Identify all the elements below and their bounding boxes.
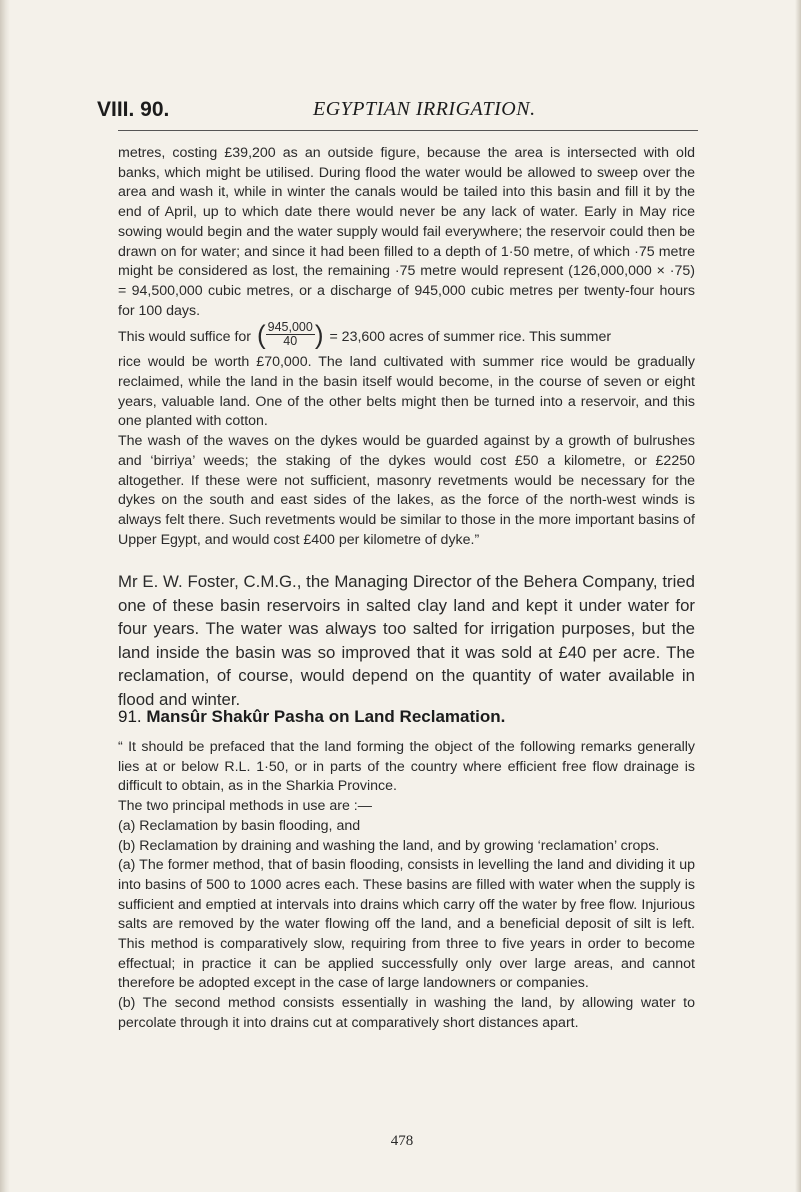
fraction-line	[118, 319, 695, 351]
paragraph: The wash of the waves on the dykes would be guarded against by a growth of bulrushes and ‘birriya’ weeds; the staking of the dykes would cost £50 a kilometre, or £2250 altogether. If these were not sufficient, masonry revetments would be necessary for the dykes on the south and east sides of the lakes, as the force of the north-west winds is always felt there. Such revetments would be similar to those in the more important basins of Upper Egypt, and would cost £400 per kilometre of dyke.”	[118, 433, 695, 548]
list-item: (a) Reclamation by basin flooding, and	[118, 817, 361, 834]
section-number: 91.	[118, 707, 142, 726]
header-rule	[118, 130, 698, 131]
fraction: ( $\frac{945,000}{40}$ )	[256, 319, 324, 350]
paragraph: The two principal methods in use are :—	[118, 798, 372, 815]
section-title: Mansûr Shakûr Pasha on Land Reclamation.	[146, 707, 506, 726]
section-heading	[118, 706, 695, 728]
page-edge-shadow	[795, 0, 801, 1192]
page-gutter-shadow	[0, 0, 10, 1192]
paragraph: metres, costing £39,200 as an outside figure, because the area is intersected with old banks, which might be utilised. During flood the water would be allowed to sweep over the area and wash it, while in winter the canals would be tailed into this basin and fill it by the end of April, up to which date there would never be any lack of water. Early in May rice sowing would begin and the water supply would fail everywhere; the reservoir could then be drawn on for water; and since it had been filled to a depth of 1·50 metre, of which ·75 metre might be considered as lost, the remaining ·75 metre would represent (126,000,000 × ·75) = 94,500,000 cubic metres, or a discharge of 945,000 cubic metres per twenty-four hours for 100 days.	[118, 145, 695, 319]
paragraph: (b) The second method consists essentially in washing the land, by allowing water to percolate through it into drains cut at comparatively short distances apart.	[118, 995, 695, 1031]
running-head	[97, 98, 697, 128]
quoted-text-lower	[118, 738, 695, 1034]
fraction-line-after: = 23,600 acres of summer rice. This summer	[329, 329, 612, 346]
paragraph: rice would be worth £70,000. The land cultivated with summer rice would be gradually reclaimed, while the land in the basin itself would become, in the course of seven or eight years, valuable land. One of the other belts might then be turned into a reservoir, and this one planted with cotton.	[118, 354, 695, 430]
running-head-section: VIII. 90.	[97, 98, 170, 121]
fraction-line-before: This would suffice for	[118, 329, 252, 346]
body-paragraph-foster: Mr E. W. Foster, C.M.G., the Managing Director of the Behera Company, tried one of these basin reservoirs in salted clay land and kept it under water for four years. The water was always too salted for irrigation purposes, but the land inside the basin was so improved that it was sold at £40 per acre. The reclamation, of course, would depend on the quantity of water available in flood and winter.	[118, 572, 695, 709]
page-number: 478	[390, 1133, 414, 1149]
paragraph: (a) The former method, that of basin flooding, consists in levelling the land and dividing it up into basins of 500 to 1000 acres each. These basins are filled with water when the supply is sufficient and emptied at intervals into drains which carry off the water by free flow. Injurious salts are removed by the water flowing off the land, and a beneficial deposit of silt is left. This method is comparatively slow, requiring from three to five years in order to become effectual; in practice it can be applied successfully only over large areas, and cannot therefore be adopted except in the case of large landowners or companies.	[118, 857, 695, 992]
fraction-numerator: 945,000	[267, 320, 313, 335]
list-item: (b) Reclamation by draining and washing the land, and by growing ‘reclamation’ crops.	[118, 837, 660, 854]
fraction-denominator: 40	[283, 334, 298, 349]
paragraph: “ It should be prefaced that the land forming the object of the following remarks generally lies at or below R.L. 1·50, or in parts of the country where efficient free flow drainage is difficult to obtain, as in the Sharkia Province.	[118, 739, 695, 795]
running-head-title: EGYPTIAN IRRIGATION.	[313, 98, 536, 120]
quoted-text-upper	[118, 144, 695, 550]
